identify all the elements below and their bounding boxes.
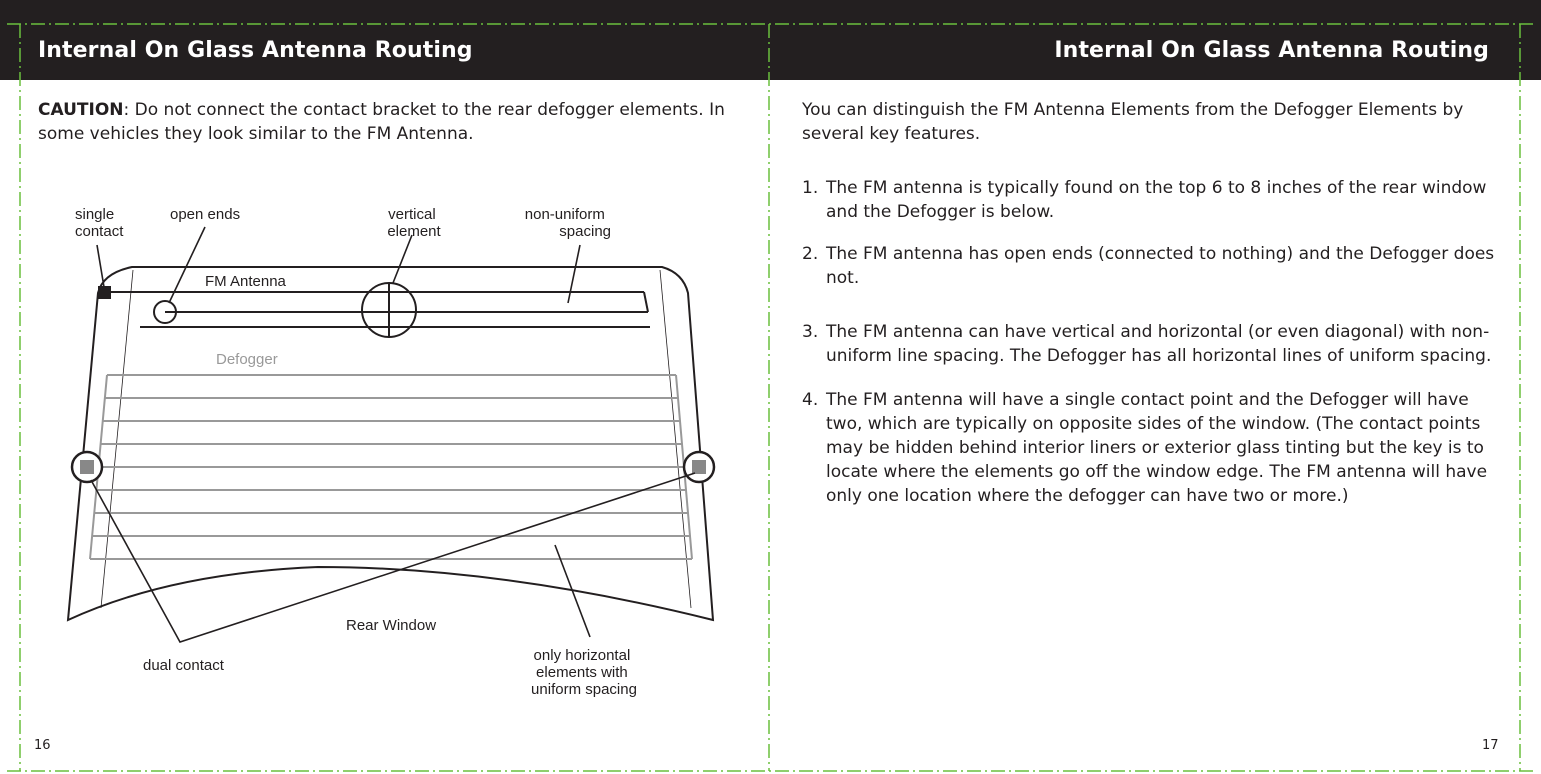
right-page-title: Internal On Glass Antenna Routing	[1054, 38, 1489, 63]
rear-window-diagram	[50, 195, 730, 715]
label-dual-contact: dual contact	[143, 657, 224, 674]
list-item	[802, 388, 1502, 508]
list-item	[802, 320, 1502, 368]
list-item	[802, 176, 1502, 224]
label-fm-antenna: FM Antenna	[205, 273, 286, 290]
label-vertical-element: vertical element	[387, 206, 441, 240]
list-item-text: The FM antenna is typically found on the top 6 to 8 inches of the rear window and the Defogger is below.	[826, 178, 1487, 222]
list-item	[802, 242, 1502, 290]
list-item-number: 4.	[802, 390, 819, 410]
dual-contact-right-pad	[692, 460, 706, 474]
page-number-right: 17	[1482, 738, 1499, 753]
window-inner-edge-left	[101, 270, 133, 608]
left-page-title: Internal On Glass Antenna Routing	[38, 38, 473, 63]
list-item-text: The FM antenna can have vertical and horizontal (or even diagonal) with non-uniform line spacing. The Defogger has all horizontal lines of uniform spacing.	[826, 322, 1492, 366]
label-open-ends: open ends	[170, 206, 241, 223]
label-defogger: Defogger	[216, 351, 278, 368]
caution-note	[38, 98, 738, 146]
fm-antenna	[105, 292, 650, 327]
list-item-number: 1.	[802, 178, 819, 198]
feature-list	[802, 176, 1502, 508]
page-number-left: 16	[34, 738, 51, 753]
caution-text: : Do not connect the contact bracket to the rear defogger elements. In some vehicles they look similar to the FM Antenna.	[38, 100, 725, 144]
intro-paragraph: You can distinguish the FM Antenna Elements from the Defogger Elements by several key features.	[802, 100, 1464, 144]
list-item-text: The FM antenna will have a single contact point and the Defogger will have two, which are typically on opposite sides of the window. (The contact points may be hidden behind interior liners or exterior glass tinting but the key is to locate where the elements go off the window edge. The FM antenna will have only one location where the defogger can have two or more.)	[826, 390, 1488, 506]
defogger-lines	[90, 375, 692, 559]
single-contact-marker	[98, 286, 111, 299]
dual-contact-left-pad	[80, 460, 94, 474]
list-item-number: 3.	[802, 322, 819, 342]
list-item-number: 2.	[802, 244, 819, 264]
list-item-text: The FM antenna has open ends (connected to nothing) and the Defogger does not.	[826, 244, 1495, 288]
label-rear-window: Rear Window	[346, 617, 437, 634]
label-single-contact: single contact	[75, 206, 124, 240]
callout-lines	[91, 227, 695, 642]
caution-label: CAUTION	[38, 100, 124, 120]
window-inner-edge-right	[660, 270, 691, 608]
label-only-horizontal: only horizontal elements with uniform spacing	[531, 647, 637, 698]
label-non-uniform-spacing: non-uniform spacing	[524, 206, 611, 240]
